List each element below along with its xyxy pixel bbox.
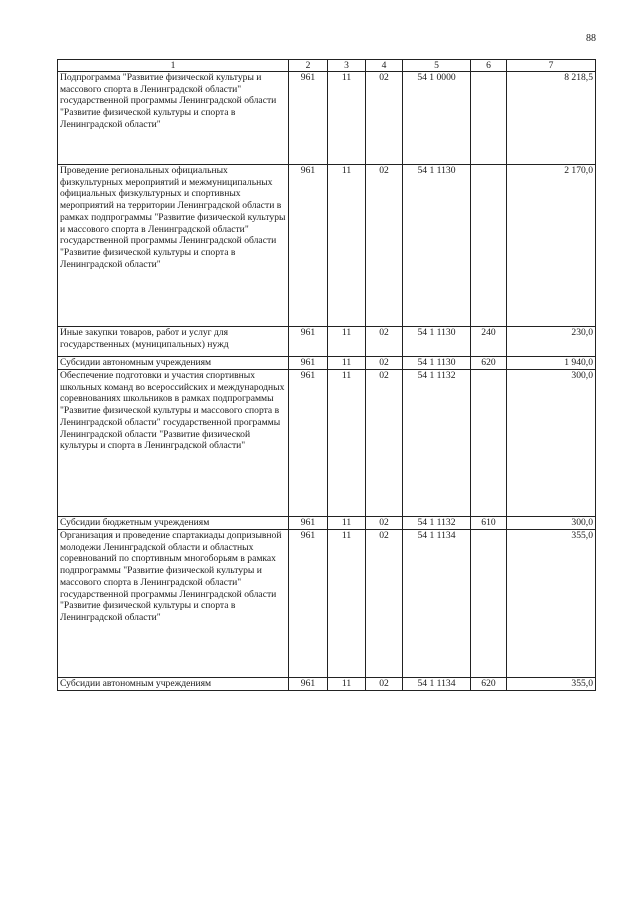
cell-col6 (471, 530, 507, 678)
table-row (58, 530, 596, 678)
cell-col6: 620 (471, 678, 507, 691)
column-header: 4 (366, 60, 403, 72)
cell-col3: 11 (328, 370, 366, 517)
cell-col7: 8 218,5 (507, 72, 596, 165)
cell-col2: 961 (289, 530, 328, 678)
table-row (58, 357, 596, 370)
column-header: 7 (507, 60, 596, 72)
row-name: Субсидии бюджетным учреждениям (58, 517, 289, 530)
cell-col6 (471, 165, 507, 327)
cell-col5: 54 1 1132 (403, 370, 471, 517)
column-header: 5 (403, 60, 471, 72)
cell-col6: 620 (471, 357, 507, 370)
row-name: Субсидии автономным учреждениям (58, 678, 289, 691)
cell-col3: 11 (328, 530, 366, 678)
table-row (58, 72, 596, 165)
cell-col4: 02 (366, 165, 403, 327)
column-header: 3 (328, 60, 366, 72)
cell-col6: 240 (471, 327, 507, 357)
cell-col5: 54 1 1130 (403, 327, 471, 357)
cell-col7: 355,0 (507, 530, 596, 678)
column-header: 1 (58, 60, 289, 72)
table-row (58, 678, 596, 691)
cell-col4: 02 (366, 530, 403, 678)
cell-col5: 54 1 1130 (403, 165, 471, 327)
table-row (58, 370, 596, 517)
column-header: 6 (471, 60, 507, 72)
cell-col5: 54 1 1130 (403, 357, 471, 370)
cell-col5: 54 1 0000 (403, 72, 471, 165)
page-number: 88 (586, 33, 596, 44)
cell-col4: 02 (366, 357, 403, 370)
row-name: Субсидии автономным учреждениям (58, 357, 289, 370)
cell-col6: 610 (471, 517, 507, 530)
cell-col4: 02 (366, 678, 403, 691)
cell-col4: 02 (366, 517, 403, 530)
cell-col7: 2 170,0 (507, 165, 596, 327)
cell-col7: 230,0 (507, 327, 596, 357)
row-name: Иные закупки товаров, работ и услуг для государственных (муниципальных) нужд (58, 327, 289, 357)
cell-col3: 11 (328, 357, 366, 370)
cell-col3: 11 (328, 327, 366, 357)
row-name: Обеспечение подготовки и участия спортивных школьных команд во всероссийских и международных соревнованиях школьников в рамках подпрограммы "Развитие физической культуры и массового спорта в Ленинградской области" государственной программы Ленинградской области "Развитие физической культуры и спорта в Ленинградской области" (58, 370, 289, 517)
budget-table (57, 59, 596, 691)
cell-col3: 11 (328, 678, 366, 691)
cell-col5: 54 1 1134 (403, 530, 471, 678)
cell-col2: 961 (289, 327, 328, 357)
cell-col2: 961 (289, 517, 328, 530)
cell-col3: 11 (328, 72, 366, 165)
cell-col4: 02 (366, 327, 403, 357)
cell-col2: 961 (289, 370, 328, 517)
table-row (58, 165, 596, 327)
cell-col4: 02 (366, 72, 403, 165)
cell-col5: 54 1 1132 (403, 517, 471, 530)
table-header-row (58, 60, 596, 72)
cell-col2: 961 (289, 165, 328, 327)
table-row (58, 517, 596, 530)
cell-col3: 11 (328, 165, 366, 327)
cell-col5: 54 1 1134 (403, 678, 471, 691)
cell-col7: 300,0 (507, 370, 596, 517)
cell-col6 (471, 72, 507, 165)
cell-col6 (471, 370, 507, 517)
cell-col3: 11 (328, 517, 366, 530)
table-row (58, 327, 596, 357)
row-name: Организация и проведение спартакиады допризывной молодежи Ленинградской области и областных соревнований по спортивным многоборьям в рамках подпрограммы "Развитие физической культуры и массового спорта в Ленинградской области" государственной программы Ленинградской области "Развитие физической культуры и спорта в Ленинградской области" (58, 530, 289, 678)
column-header: 2 (289, 60, 328, 72)
row-name: Проведение региональных официальных физкультурных мероприятий и межмуниципальных официальных физкультурных и спортивных мероприятий на территории Ленинградской области в рамках подпрограммы "Развитие физической культуры и массового спорта в Ленинградской области" государственной программы Ленинградской области "Развитие физической культуры и спорта в Ленинградской области" (58, 165, 289, 327)
cell-col2: 961 (289, 72, 328, 165)
cell-col7: 1 940,0 (507, 357, 596, 370)
row-name: Подпрограмма "Развитие физической культуры и массового спорта в Ленинградской области" государственной программы Ленинградской области "Развитие физической культуры и спорта в Ленинградской области" (58, 72, 289, 165)
cell-col7: 355,0 (507, 678, 596, 691)
cell-col7: 300,0 (507, 517, 596, 530)
cell-col2: 961 (289, 357, 328, 370)
cell-col2: 961 (289, 678, 328, 691)
cell-col4: 02 (366, 370, 403, 517)
